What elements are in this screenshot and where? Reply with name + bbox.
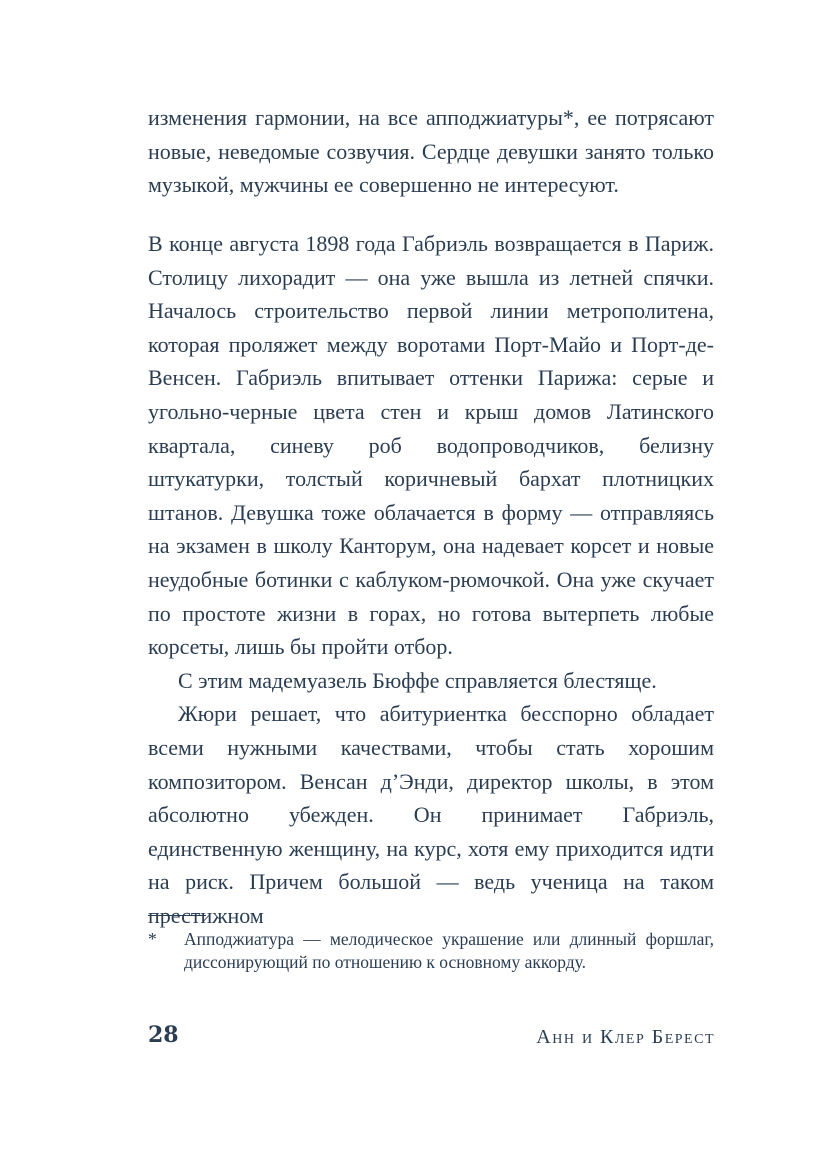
footnote-mark: * xyxy=(148,929,157,949)
continued-paragraph-block xyxy=(148,101,714,202)
paragraph-paris-arrival: В конце августа 1898 года Габриэль возвращается в Париж. Столицу лихорадит — она уже вышла из летней спячки. Началось строительство первой линии метрополитена, которая проляжет между воротами Порт-Майо и Порт-де-Венсен. Габриэль впитывает оттенки Парижа: серые и угольно-черные цвета стен и крыш домов Латинского квартала, синеву роб водопроводчиков, белизну штукатурки, толстый коричневый бархат плотницких штанов. Девушка тоже облачается в форму — отправляясь на экзамен в школу Канторум, она надевает корсет и новые неудобные ботинки с каблуком-рюмочкой. Она уже скучает по простоте жизни в горах, но готова вытерпеть любые корсеты, лишь бы пройти отбор. xyxy=(148,231,714,660)
paragraph-jury: Жюри решает, что абитуриентка бесспорно обладает всеми нужными качествами, чтобы стать хорошим композитором. Венсан д’Энди, директор школы, в этом абсолютно убежден. Он принимает Габриэль, единственную женщину, на курс, хотя ему приходится идти на риск. Причем большой — ведь ученица на таком престижном xyxy=(148,701,714,928)
footnote-divider xyxy=(148,915,206,916)
page-number: 28 xyxy=(148,1022,179,1048)
paragraph-exam-result: С этим мадемуазель Бюффе справляется блестяще. xyxy=(178,667,657,693)
footnote xyxy=(148,928,714,974)
paragraph-continued: изменения гармонии, на все апподжиатуры*, ее потрясают новые, неведомые созвучия. Сердце девушки занято только музыкой, мужчины ее совершенно не интересуют. xyxy=(148,105,714,198)
main-text-block xyxy=(148,227,714,932)
footnote-text: Апподжиатура — мелодическое украшение или длинный форшлаг, диссонирующий по отношению к основному аккорду. xyxy=(184,929,714,972)
running-head-authors: Анн и Клер Берест xyxy=(536,1026,715,1048)
